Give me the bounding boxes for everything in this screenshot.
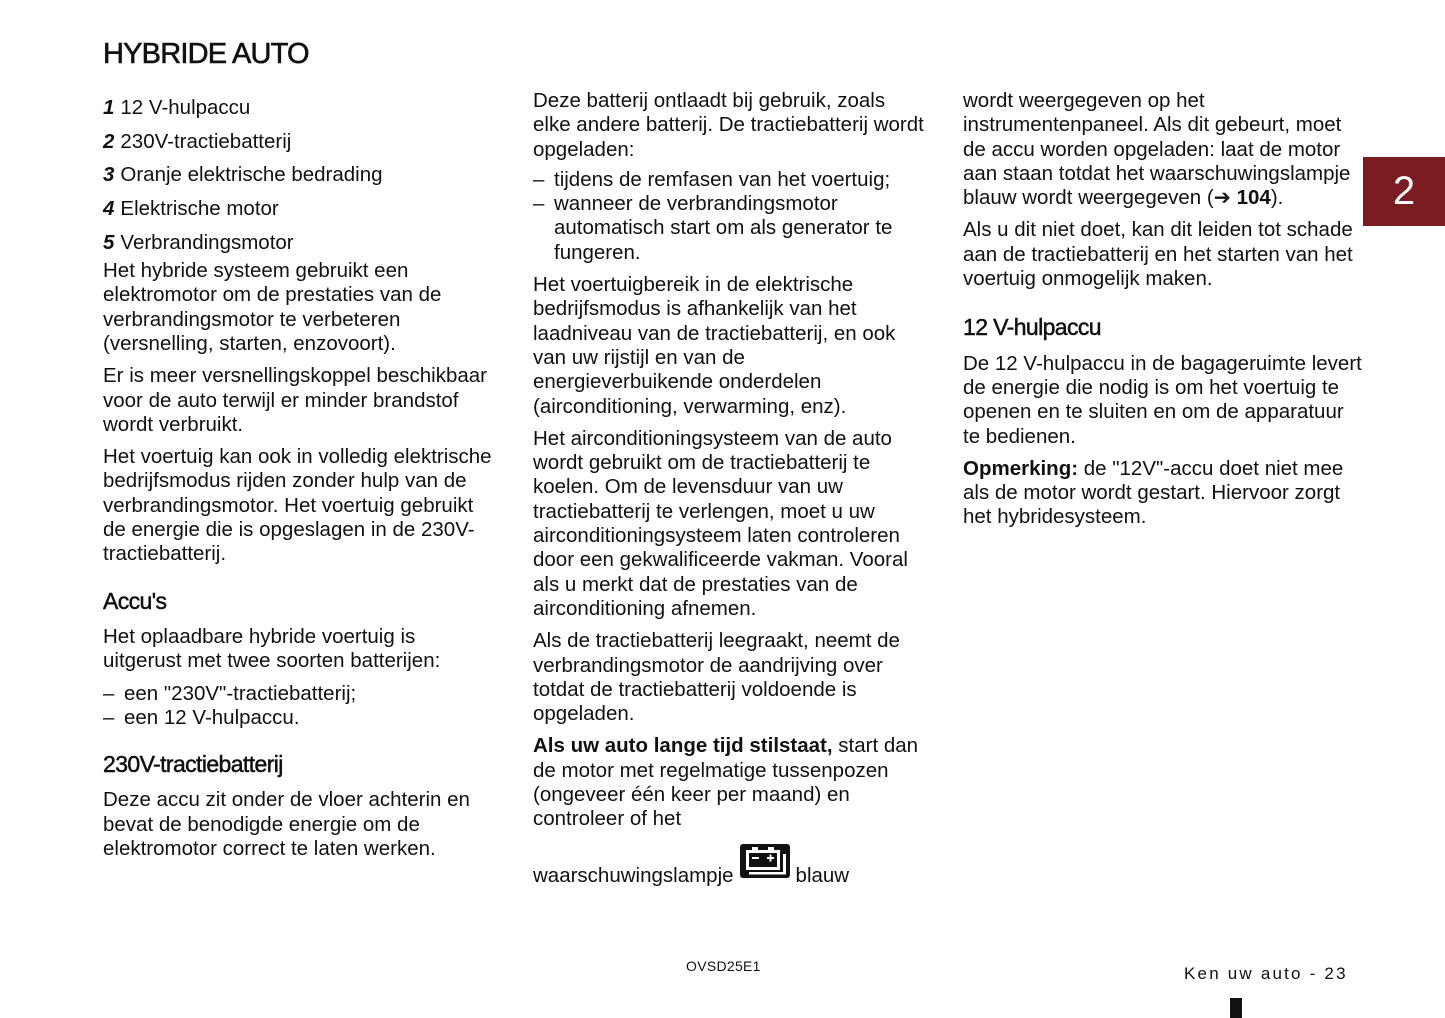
warning-light-color: blauw (795, 863, 850, 887)
legend-item (103, 163, 493, 187)
heading-accus: Accu's (103, 587, 167, 614)
list-item (103, 706, 493, 730)
heading-230v-battery: 230V-tractiebatterij (103, 751, 283, 778)
list-item-text: tijdens de remfasen van het voertuig; (554, 167, 891, 191)
paragraph-instrument-panel (963, 89, 1363, 210)
list-item-text: wanneer de verbrandingsmotor automatisch start om als generator te fungeren. (554, 192, 893, 264)
list-dash: – (103, 705, 115, 729)
legend-item (103, 197, 493, 221)
paragraph-torque: Er is meer versnellingskoppel beschikbaar voor de auto terwijl er minder brandstof wordt verbruikt. (103, 364, 487, 436)
paragraph-airconditioning: Het airconditioningsysteem van de auto wordt gebruikt om de tractiebatterij te koelen. Om de levensduur van uw tractiebatterij te verlengen, moet u uw airconditioningsysteem laten controleren door een gekwalificeerde vakman. Vooral als u merkt dat de prestaties van de airconditioning afnemen. (533, 426, 908, 620)
paragraph-damage-warning: Als u dit niet doet, kan dit leiden tot schade aan de tractiebatterij en het starten van het voertuig onmogelijk maken. (963, 218, 1353, 291)
paragraph-text-end: ). (1270, 186, 1284, 210)
paragraph-12v-function: De 12 V-hulpaccu in de bagageruimte levert de energie die nodig is om het voertuig te openen en te sluiten en om de apparatuur te bedienen. (963, 351, 1362, 448)
paragraph-text: de "12V"-accu doet niet mee als de motor wordt gestart. Hiervoor zorgt het hybridesysteem. (963, 456, 1344, 529)
remark-label: Opmerking: (963, 456, 1079, 480)
list-dash: – (103, 681, 115, 705)
image-reference: OVSD25E1 (686, 958, 761, 974)
legend-item (103, 96, 493, 120)
list-item (103, 682, 493, 706)
battery-warning-icon (740, 844, 790, 878)
paragraph-battery-types: Het oplaadbare hybride voertuig is uitgerust met twee soorten batterijen: (103, 624, 441, 673)
warning-light-line (533, 844, 928, 888)
legend-number: 4 (103, 197, 115, 221)
legend-item (103, 231, 493, 255)
list-item-text: een 12 V-hulpaccu. (124, 705, 300, 729)
list-item (533, 192, 928, 265)
page-footer: Ken uw auto - 23 (1184, 964, 1348, 983)
legend-item (103, 130, 493, 154)
paragraph-empty-battery: Als de tractiebatterij leegraakt, neemt de verbrandingsmotor de aandrijving over totdat de tractiebatterij voldoende is opgeladen. (533, 629, 900, 726)
heading-12v-battery: 12 V-hulpaccu (963, 314, 1101, 341)
legend-number: 2 (103, 129, 115, 153)
page-title: HYBRIDE AUTO (103, 38, 309, 70)
paragraph-text: start dan de motor met regelmatige tussenpozen (ongeveer één keer per maand) en controleer of het (533, 734, 919, 831)
battery-type-list (103, 682, 493, 731)
legend-label: Oranje elektrische bedrading (120, 163, 383, 187)
crop-mark (1230, 998, 1242, 1018)
list-dash: – (533, 167, 545, 191)
arrow-icon: ➔ (1213, 186, 1231, 210)
paragraph-230v-location: Deze accu zit onder de vloer achterin en bevat de benodigde energie om de elektromotor correct te laten werken. (103, 788, 470, 860)
charging-list (533, 168, 928, 265)
legend-number: 1 (103, 96, 115, 119)
legend-label: Elektrische motor (120, 197, 279, 221)
paragraph-range: Het voertuigbereik in de elektrische bedrijfsmodus is afhankelijk van het laadniveau van de tractiebatterij, en ook van uw rijstijl en van de energieverbuikende onderdelen (airconditioning, verwarming, enz). (533, 273, 896, 418)
list-dash: – (533, 192, 545, 216)
list-item (533, 168, 928, 192)
paragraph-hybrid-system: Het hybride systeem gebruikt een elektromotor om de prestaties van de verbrandingsmotor te verbeteren (versnelling, starten, enzovoort). (103, 259, 442, 355)
paragraph-long-standstill (533, 734, 928, 831)
chapter-tab: 2 (1363, 157, 1445, 226)
legend-number: 5 (103, 230, 115, 254)
paragraph-electric-mode: Het voertuig kan ook in volledig elektrische bedrijfsmodus rijden zonder hulp van de verbrandingsmotor. Het voertuig gebruikt de energie die is opgeslagen in de 230V-tractiebatterij. (103, 445, 492, 566)
bold-lead: Als uw auto lange tijd stilstaat, (533, 734, 833, 758)
paragraph-discharge: Deze batterij ontlaadt bij gebruik, zoals elke andere batterij. De tractiebatterij wordt opgeladen: (533, 89, 924, 161)
legend-label: Verbrandingsmotor (120, 230, 294, 254)
legend-label: 12 V-hulpaccu (120, 96, 251, 119)
legend-number: 3 (103, 163, 115, 187)
paragraph-text: wordt weergegeven op het instrumentenpaneel. Als dit gebeurt, moet de accu worden opgeladen: laat de motor aan staan totdat het waarschuwingslampje blauw wordt weergegeven ( (963, 89, 1351, 210)
column-1 (103, 96, 493, 869)
paragraph-remark (963, 457, 1363, 530)
list-item-text: een "230V"-tractiebatterij; (124, 681, 357, 705)
page-reference[interactable]: 104 (1236, 186, 1271, 210)
warning-light-text: waarschuwingslampje (533, 863, 734, 887)
column-2 (533, 89, 928, 888)
legend-label: 230V-tractiebatterij (120, 129, 292, 153)
column-3 (963, 89, 1363, 538)
